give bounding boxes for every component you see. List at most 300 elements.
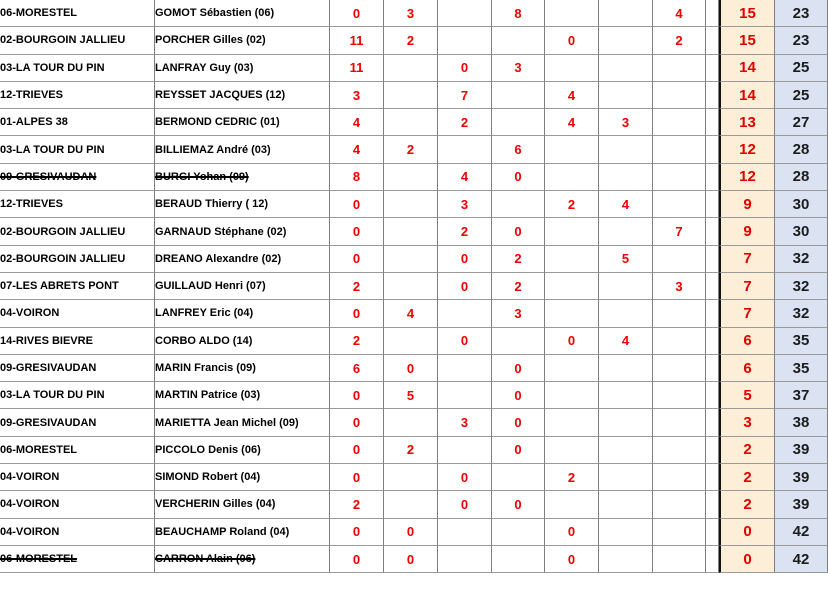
points-cell-6[interactable]: [599, 164, 653, 191]
club-cell-text: 02-BOURGOIN JALLIEU: [0, 34, 126, 47]
spacer-cell[interactable]: [706, 355, 719, 382]
points-cell-2[interactable]: [384, 27, 438, 54]
rank-cell[interactable]: [775, 218, 828, 245]
club-cell[interactable]: [0, 164, 155, 191]
spacer-cell[interactable]: [706, 109, 719, 136]
spacer-cell[interactable]: [706, 273, 719, 300]
player-cell[interactable]: [155, 0, 330, 27]
points-cell-3[interactable]: [438, 136, 492, 163]
points-cell-5[interactable]: [545, 300, 599, 327]
points-cell-2[interactable]: [384, 355, 438, 382]
spacer-cell[interactable]: [706, 300, 719, 327]
club-cell[interactable]: [0, 273, 155, 300]
table-row: [0, 437, 828, 464]
rank-cell-text: 28: [792, 141, 810, 159]
rank-cell[interactable]: [775, 273, 828, 300]
total-cell[interactable]: [719, 382, 775, 409]
total-cell[interactable]: [719, 27, 775, 54]
points-cell-6[interactable]: [599, 55, 653, 82]
points-cell-5[interactable]: [545, 546, 599, 573]
rank-cell[interactable]: [775, 546, 828, 573]
points-cell-5[interactable]: [545, 328, 599, 355]
player-cell[interactable]: [155, 109, 330, 136]
points-cell-5[interactable]: [545, 409, 599, 436]
points-cell-3[interactable]: [438, 164, 492, 191]
points-cell-1[interactable]: [330, 491, 384, 518]
points-cell-2[interactable]: [384, 519, 438, 546]
rank-cell-text: 35: [792, 359, 810, 377]
club-cell[interactable]: [0, 191, 155, 218]
rank-cell[interactable]: [775, 382, 828, 409]
points-cell-2[interactable]: [384, 109, 438, 136]
table-row: [0, 491, 828, 518]
total-cell[interactable]: [719, 218, 775, 245]
points-cell-7[interactable]: [653, 27, 706, 54]
total-cell-text: 2: [743, 468, 752, 486]
player-cell-text: BEAUCHAMP Roland (04): [155, 525, 290, 538]
points-cell-6[interactable]: [599, 491, 653, 518]
points-cell-1[interactable]: [330, 437, 384, 464]
points-cell-7-text: 2: [675, 32, 683, 48]
points-cell-6[interactable]: [599, 273, 653, 300]
points-cell-6[interactable]: [599, 27, 653, 54]
spacer-cell[interactable]: [706, 27, 719, 54]
club-cell-text: 02-BOURGOIN JALLIEU: [0, 225, 126, 238]
club-cell[interactable]: [0, 300, 155, 327]
points-cell-3[interactable]: [438, 82, 492, 109]
points-cell-7[interactable]: [653, 0, 706, 27]
points-cell-5[interactable]: [545, 491, 599, 518]
club-cell[interactable]: [0, 382, 155, 409]
spacer-cell[interactable]: [706, 464, 719, 491]
rank-cell[interactable]: [775, 191, 828, 218]
points-cell-4[interactable]: [492, 136, 545, 163]
player-cell[interactable]: [155, 218, 330, 245]
points-cell-1[interactable]: [330, 382, 384, 409]
points-cell-5[interactable]: [545, 519, 599, 546]
points-cell-2[interactable]: [384, 82, 438, 109]
points-cell-1[interactable]: [330, 218, 384, 245]
points-cell-1[interactable]: [330, 55, 384, 82]
points-cell-6[interactable]: [599, 109, 653, 136]
points-cell-3[interactable]: [438, 218, 492, 245]
points-cell-4[interactable]: [492, 519, 545, 546]
player-cell[interactable]: [155, 82, 330, 109]
total-cell-text: 14: [739, 59, 756, 77]
rank-cell[interactable]: [775, 55, 828, 82]
points-cell-5[interactable]: [545, 109, 599, 136]
points-cell-3[interactable]: [438, 0, 492, 27]
spacer-cell[interactable]: [706, 519, 719, 546]
points-cell-7[interactable]: [653, 409, 706, 436]
spacer-cell[interactable]: [706, 136, 719, 163]
club-cell[interactable]: [0, 136, 155, 163]
rank-cell[interactable]: [775, 164, 828, 191]
player-cell[interactable]: [155, 355, 330, 382]
points-cell-6[interactable]: [599, 328, 653, 355]
points-cell-2[interactable]: [384, 191, 438, 218]
player-cell[interactable]: [155, 164, 330, 191]
points-cell-1[interactable]: [330, 164, 384, 191]
points-cell-4[interactable]: [492, 382, 545, 409]
table-row: [0, 300, 828, 327]
points-cell-5[interactable]: [545, 27, 599, 54]
points-cell-6-text: 3: [621, 114, 630, 130]
points-cell-1[interactable]: [330, 464, 384, 491]
points-cell-5[interactable]: [545, 0, 599, 27]
points-cell-6[interactable]: [599, 437, 653, 464]
rank-cell[interactable]: [775, 328, 828, 355]
points-cell-3[interactable]: [438, 437, 492, 464]
points-cell-5[interactable]: [545, 246, 599, 273]
club-cell[interactable]: [0, 27, 155, 54]
points-cell-4[interactable]: [492, 355, 545, 382]
points-cell-7[interactable]: [653, 437, 706, 464]
points-cell-4[interactable]: [492, 109, 545, 136]
rank-cell[interactable]: [775, 409, 828, 436]
rank-cell[interactable]: [775, 437, 828, 464]
points-cell-3[interactable]: [438, 382, 492, 409]
points-cell-2[interactable]: [384, 55, 438, 82]
points-cell-7[interactable]: [653, 382, 706, 409]
points-cell-5[interactable]: [545, 437, 599, 464]
points-cell-6[interactable]: [599, 191, 653, 218]
spacer-cell[interactable]: [706, 437, 719, 464]
points-cell-7[interactable]: [653, 82, 706, 109]
spacer-cell[interactable]: [706, 82, 719, 109]
points-cell-3[interactable]: [438, 409, 492, 436]
player-cell[interactable]: [155, 491, 330, 518]
player-cell-text: REYSSET JACQUES (12): [155, 89, 286, 102]
table-row: [0, 328, 828, 355]
rank-cell-text: 32: [792, 304, 810, 322]
points-cell-1-text: 0: [352, 5, 361, 21]
points-cell-1[interactable]: [330, 0, 384, 27]
rank-cell[interactable]: [775, 464, 828, 491]
total-cell[interactable]: [719, 437, 775, 464]
table-row: [0, 164, 828, 191]
points-cell-4-text: 0: [514, 360, 522, 376]
points-cell-2[interactable]: [384, 218, 438, 245]
points-cell-6[interactable]: [599, 0, 653, 27]
points-cell-7[interactable]: [653, 273, 706, 300]
player-cell[interactable]: [155, 546, 330, 573]
spacer-cell[interactable]: [706, 55, 719, 82]
points-cell-1-text: 4: [352, 114, 361, 130]
player-cell[interactable]: [155, 273, 330, 300]
spacer-cell[interactable]: [706, 409, 719, 436]
points-cell-1-text: 3: [352, 87, 361, 103]
points-cell-7[interactable]: [653, 55, 706, 82]
rank-cell-text: 39: [792, 468, 810, 486]
total-cell[interactable]: [719, 519, 775, 546]
total-cell[interactable]: [719, 355, 775, 382]
spacer-cell[interactable]: [706, 382, 719, 409]
points-cell-4[interactable]: [492, 27, 545, 54]
total-cell[interactable]: [719, 0, 775, 27]
rank-cell[interactable]: [775, 355, 828, 382]
points-cell-3-text: 3: [460, 196, 469, 212]
points-cell-3[interactable]: [438, 55, 492, 82]
points-cell-5[interactable]: [545, 191, 599, 218]
points-cell-4[interactable]: [492, 300, 545, 327]
points-cell-3[interactable]: [438, 273, 492, 300]
club-cell[interactable]: [0, 109, 155, 136]
club-cell[interactable]: [0, 246, 155, 273]
points-cell-2[interactable]: [384, 300, 438, 327]
rank-cell[interactable]: [775, 0, 828, 27]
player-cell[interactable]: [155, 328, 330, 355]
points-cell-4-text: 0: [514, 415, 522, 431]
points-cell-3[interactable]: [438, 109, 492, 136]
points-cell-6[interactable]: [599, 464, 653, 491]
total-cell[interactable]: [719, 464, 775, 491]
player-cell[interactable]: [155, 246, 330, 273]
club-cell[interactable]: [0, 519, 155, 546]
total-cell[interactable]: [719, 55, 775, 82]
points-cell-4[interactable]: [492, 55, 545, 82]
points-cell-3[interactable]: [438, 464, 492, 491]
points-cell-1[interactable]: [330, 273, 384, 300]
total-cell[interactable]: [719, 109, 775, 136]
points-cell-1[interactable]: [330, 82, 384, 109]
points-cell-7[interactable]: [653, 328, 706, 355]
points-cell-1[interactable]: [330, 300, 384, 327]
points-cell-2[interactable]: [384, 0, 438, 27]
points-cell-6[interactable]: [599, 218, 653, 245]
points-cell-1[interactable]: [330, 519, 384, 546]
points-cell-3[interactable]: [438, 246, 492, 273]
spacer-cell[interactable]: [706, 491, 719, 518]
rank-cell-text: 42: [792, 550, 810, 568]
points-cell-7[interactable]: [653, 218, 706, 245]
points-cell-2-text: 3: [406, 5, 415, 21]
club-cell-text: 04-VOIRON: [0, 498, 60, 511]
points-cell-3[interactable]: [438, 519, 492, 546]
player-cell[interactable]: [155, 464, 330, 491]
points-cell-2[interactable]: [384, 273, 438, 300]
club-cell-text: 04-VOIRON: [0, 471, 60, 484]
points-cell-6[interactable]: [599, 546, 653, 573]
points-cell-2-text: 2: [406, 142, 415, 158]
points-cell-7[interactable]: [653, 546, 706, 573]
points-cell-5[interactable]: [545, 273, 599, 300]
spacer-cell[interactable]: [706, 546, 719, 573]
points-cell-4[interactable]: [492, 464, 545, 491]
total-cell[interactable]: [719, 164, 775, 191]
points-cell-2[interactable]: [384, 136, 438, 163]
points-cell-2[interactable]: [384, 464, 438, 491]
points-cell-4-text: 0: [514, 224, 522, 240]
points-cell-7[interactable]: [653, 355, 706, 382]
points-cell-5[interactable]: [545, 382, 599, 409]
club-cell[interactable]: [0, 546, 155, 573]
points-cell-5[interactable]: [545, 82, 599, 109]
points-cell-2[interactable]: [384, 164, 438, 191]
spacer-cell[interactable]: [706, 191, 719, 218]
table-row: [0, 55, 828, 82]
points-cell-1[interactable]: [330, 328, 384, 355]
rank-cell-text: 37: [792, 386, 810, 404]
club-cell[interactable]: [0, 437, 155, 464]
points-cell-6[interactable]: [599, 382, 653, 409]
rank-cell[interactable]: [775, 27, 828, 54]
club-cell[interactable]: [0, 464, 155, 491]
points-cell-5[interactable]: [545, 55, 599, 82]
points-cell-1[interactable]: [330, 191, 384, 218]
points-cell-6[interactable]: [599, 519, 653, 546]
player-cell[interactable]: [155, 300, 330, 327]
points-cell-2[interactable]: [384, 382, 438, 409]
table-row: [0, 27, 828, 54]
player-cell[interactable]: [155, 382, 330, 409]
points-cell-4[interactable]: [492, 82, 545, 109]
points-cell-6[interactable]: [599, 409, 653, 436]
total-cell[interactable]: [719, 491, 775, 518]
points-cell-5[interactable]: [545, 218, 599, 245]
club-cell-text: 03-LA TOUR DU PIN: [0, 389, 105, 402]
total-cell[interactable]: [719, 409, 775, 436]
points-cell-6[interactable]: [599, 300, 653, 327]
points-cell-7[interactable]: [653, 164, 706, 191]
spacer-cell[interactable]: [706, 328, 719, 355]
total-cell[interactable]: [719, 300, 775, 327]
points-cell-1[interactable]: [330, 109, 384, 136]
points-cell-7[interactable]: [653, 109, 706, 136]
points-cell-5[interactable]: [545, 136, 599, 163]
club-cell[interactable]: [0, 409, 155, 436]
points-cell-1-text: 0: [352, 524, 361, 540]
rank-cell[interactable]: [775, 109, 828, 136]
rank-cell-text: 32: [792, 277, 810, 295]
points-cell-1[interactable]: [330, 136, 384, 163]
points-cell-4-text: 0: [514, 442, 522, 458]
table-row: [0, 191, 828, 218]
points-cell-7[interactable]: [653, 191, 706, 218]
points-cell-1[interactable]: [330, 246, 384, 273]
points-cell-4[interactable]: [492, 218, 545, 245]
rank-cell[interactable]: [775, 491, 828, 518]
points-cell-2[interactable]: [384, 246, 438, 273]
total-cell-text: 7: [743, 304, 752, 322]
points-cell-5[interactable]: [545, 164, 599, 191]
spacer-cell[interactable]: [706, 246, 719, 273]
points-cell-6[interactable]: [599, 246, 653, 273]
points-cell-4[interactable]: [492, 546, 545, 573]
points-cell-6[interactable]: [599, 136, 653, 163]
points-cell-4[interactable]: [492, 328, 545, 355]
points-cell-7[interactable]: [653, 464, 706, 491]
points-cell-7[interactable]: [653, 300, 706, 327]
points-cell-4[interactable]: [492, 437, 545, 464]
points-cell-3[interactable]: [438, 191, 492, 218]
points-cell-7[interactable]: [653, 519, 706, 546]
points-cell-2[interactable]: [384, 491, 438, 518]
points-cell-7[interactable]: [653, 136, 706, 163]
points-cell-3[interactable]: [438, 328, 492, 355]
points-cell-4[interactable]: [492, 491, 545, 518]
total-cell[interactable]: [719, 82, 775, 109]
points-cell-4[interactable]: [492, 0, 545, 27]
club-cell[interactable]: [0, 0, 155, 27]
club-cell-text: 09-GRESIVAUDAN: [0, 170, 97, 183]
player-cell[interactable]: [155, 409, 330, 436]
player-cell[interactable]: [155, 55, 330, 82]
points-cell-2[interactable]: [384, 409, 438, 436]
points-cell-1[interactable]: [330, 355, 384, 382]
points-cell-5[interactable]: [545, 355, 599, 382]
player-cell[interactable]: [155, 136, 330, 163]
points-cell-3[interactable]: [438, 27, 492, 54]
rank-cell[interactable]: [775, 519, 828, 546]
club-cell[interactable]: [0, 328, 155, 355]
points-cell-6[interactable]: [599, 355, 653, 382]
rank-cell[interactable]: [775, 136, 828, 163]
points-cell-3[interactable]: [438, 300, 492, 327]
total-cell[interactable]: [719, 136, 775, 163]
rank-cell[interactable]: [775, 246, 828, 273]
points-cell-1-text: 0: [352, 415, 361, 431]
total-cell[interactable]: [719, 328, 775, 355]
points-cell-5-text: 0: [567, 333, 576, 349]
points-cell-1[interactable]: [330, 409, 384, 436]
club-cell[interactable]: [0, 55, 155, 82]
player-cell[interactable]: [155, 191, 330, 218]
spacer-cell[interactable]: [706, 218, 719, 245]
points-cell-7[interactable]: [653, 246, 706, 273]
points-cell-2[interactable]: [384, 546, 438, 573]
points-cell-1[interactable]: [330, 27, 384, 54]
points-cell-4[interactable]: [492, 246, 545, 273]
points-cell-2[interactable]: [384, 328, 438, 355]
points-cell-6-text: 4: [621, 196, 630, 212]
points-cell-3[interactable]: [438, 491, 492, 518]
rank-cell-text: 25: [792, 86, 810, 104]
points-cell-4[interactable]: [492, 409, 545, 436]
player-cell[interactable]: [155, 519, 330, 546]
player-cell-text: MARIETTA Jean Michel (09): [155, 416, 299, 429]
club-cell[interactable]: [0, 82, 155, 109]
points-cell-6[interactable]: [599, 82, 653, 109]
points-cell-7[interactable]: [653, 491, 706, 518]
points-cell-3[interactable]: [438, 546, 492, 573]
player-cell[interactable]: [155, 437, 330, 464]
points-cell-5-text: 0: [567, 551, 576, 567]
club-cell[interactable]: [0, 218, 155, 245]
club-cell[interactable]: [0, 355, 155, 382]
player-cell[interactable]: [155, 27, 330, 54]
points-cell-4[interactable]: [492, 164, 545, 191]
spacer-cell[interactable]: [706, 0, 719, 27]
total-cell[interactable]: [719, 191, 775, 218]
points-cell-3[interactable]: [438, 355, 492, 382]
total-cell[interactable]: [719, 273, 775, 300]
points-cell-5[interactable]: [545, 464, 599, 491]
total-cell[interactable]: [719, 546, 775, 573]
club-cell-text: 06-MORESTEL: [0, 443, 78, 456]
points-cell-1[interactable]: [330, 546, 384, 573]
rank-cell[interactable]: [775, 300, 828, 327]
club-cell[interactable]: [0, 491, 155, 518]
points-cell-4[interactable]: [492, 191, 545, 218]
total-cell[interactable]: [719, 246, 775, 273]
spacer-cell[interactable]: [706, 164, 719, 191]
rank-cell[interactable]: [775, 82, 828, 109]
points-cell-3-text: 2: [460, 114, 469, 130]
points-cell-2[interactable]: [384, 437, 438, 464]
points-cell-4[interactable]: [492, 273, 545, 300]
club-cell-text: 04-VOIRON: [0, 525, 60, 538]
